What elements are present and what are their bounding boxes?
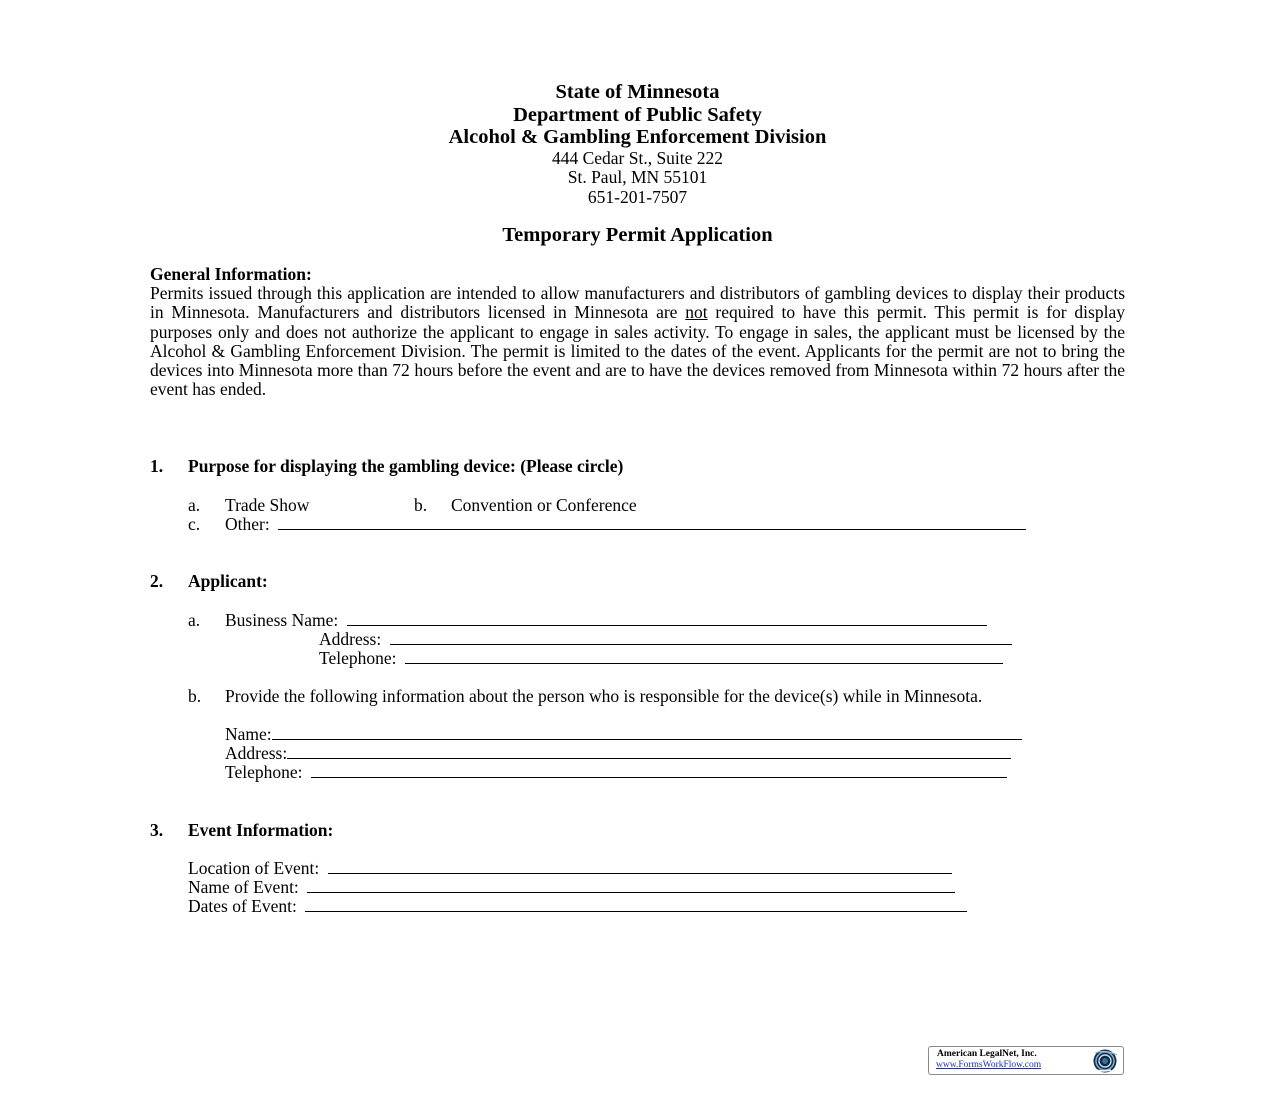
business-telephone-row [319, 649, 1003, 668]
city-state-zip: St. Paul, MN 55101 [567, 167, 708, 187]
street-address: 444 Cedar St., Suite 222 [551, 147, 724, 168]
business-name-field[interactable] [347, 611, 987, 626]
general-information-paragraph [150, 284, 1125, 399]
option-b-label: Convention or Conference [451, 495, 637, 515]
option-a-letter: a. [188, 495, 201, 515]
phone-number: 651-201-7507 [587, 186, 688, 207]
event-location-field[interactable] [328, 859, 952, 874]
person-telephone-field[interactable] [311, 763, 1007, 778]
business-address-field[interactable] [390, 630, 1012, 645]
agency-header [0, 81, 1275, 207]
section-3-title: Event Information: [188, 820, 334, 840]
business-address-label: Address: [319, 629, 382, 649]
underlined-not: not [685, 302, 708, 323]
person-name-field[interactable] [272, 725, 1022, 740]
publisher-name: American LegalNet, Inc. [937, 1049, 1037, 1059]
person-telephone-label: Telephone: [225, 762, 303, 782]
option-b-convention[interactable] [414, 496, 637, 515]
general-text-part-1: Permits issued through this application are intended to allow manufacturers and distributors of gambling devices to display their products in Minnesota. Manufacturers and distributors licensed in Minnesota are [150, 283, 1125, 323]
event-dates-field[interactable] [305, 897, 967, 912]
section-2-number: 2. [150, 571, 164, 591]
option-b-letter: b. [414, 495, 428, 515]
general-text-part-2: required to have this permit. This permit is for display purposes only and does not authorize the applicant to engage in sales activity. To engage in sales, the applicant must be licensed by the Alcohol & Gambling Enforcement Division. The permit is limited to the dates of the event. Applicants for the permit are not to bring the devices into Minnesota more than 72 hours before the event and are to have the devices removed from Minnesota within 72 hours after the event has ended. [150, 302, 1125, 400]
person-address-field[interactable] [287, 744, 1011, 759]
publisher-link[interactable]: www.FormsWorkFlow.com [936, 1060, 1042, 1070]
section-1-heading [150, 457, 623, 476]
section-3-number: 3. [150, 820, 164, 840]
department-name: Department of Public Safety [513, 103, 762, 126]
section-3-heading [150, 821, 333, 840]
person-address-label: Address: [225, 743, 288, 763]
business-telephone-label: Telephone: [319, 648, 397, 668]
business-name-label: Business Name: [225, 610, 339, 630]
event-name-row [188, 878, 955, 897]
person-address-row [225, 744, 1011, 763]
section-2-heading [150, 572, 268, 591]
division-name: Alcohol & Gambling Enforcement Division [448, 126, 827, 148]
other-purpose-field[interactable] [278, 515, 1026, 530]
business-name-row [188, 611, 987, 630]
applicant-b-letter: b. [188, 686, 202, 706]
option-c-letter: c. [188, 514, 201, 534]
option-a-trade-show[interactable] [188, 496, 309, 515]
option-c-other [188, 515, 1026, 534]
publisher-logo [928, 1046, 1124, 1075]
section-1-title: Purpose for displaying the gambling device: (Please circle) [188, 456, 624, 476]
globe-swirl-icon [1087, 1048, 1123, 1074]
form-title: Temporary Permit Application [502, 224, 773, 246]
event-dates-label: Dates of Event: [188, 896, 297, 916]
state-name: State of Minnesota [555, 81, 720, 103]
section-2-title: Applicant: [188, 571, 268, 591]
business-telephone-field[interactable] [405, 649, 1003, 664]
general-information-heading: General Information: [150, 264, 312, 284]
event-location-row [188, 859, 952, 878]
event-location-label: Location of Event: [188, 858, 320, 878]
section-1-number: 1. [150, 456, 164, 476]
responsible-person-instructions: Provide the following information about the person who is responsible for the device(s) while in Minnesota. [225, 686, 983, 706]
person-name-label: Name: [225, 724, 272, 744]
applicant-a-letter: a. [188, 610, 201, 630]
person-name-row [225, 725, 1022, 744]
option-a-label: Trade Show [225, 495, 310, 515]
event-name-field[interactable] [307, 878, 955, 893]
event-name-label: Name of Event: [188, 877, 299, 897]
event-dates-row [188, 897, 967, 916]
general-information [150, 265, 1125, 399]
business-address-row [319, 630, 1012, 649]
option-c-label: Other: [225, 514, 270, 534]
person-telephone-row [225, 763, 1007, 782]
